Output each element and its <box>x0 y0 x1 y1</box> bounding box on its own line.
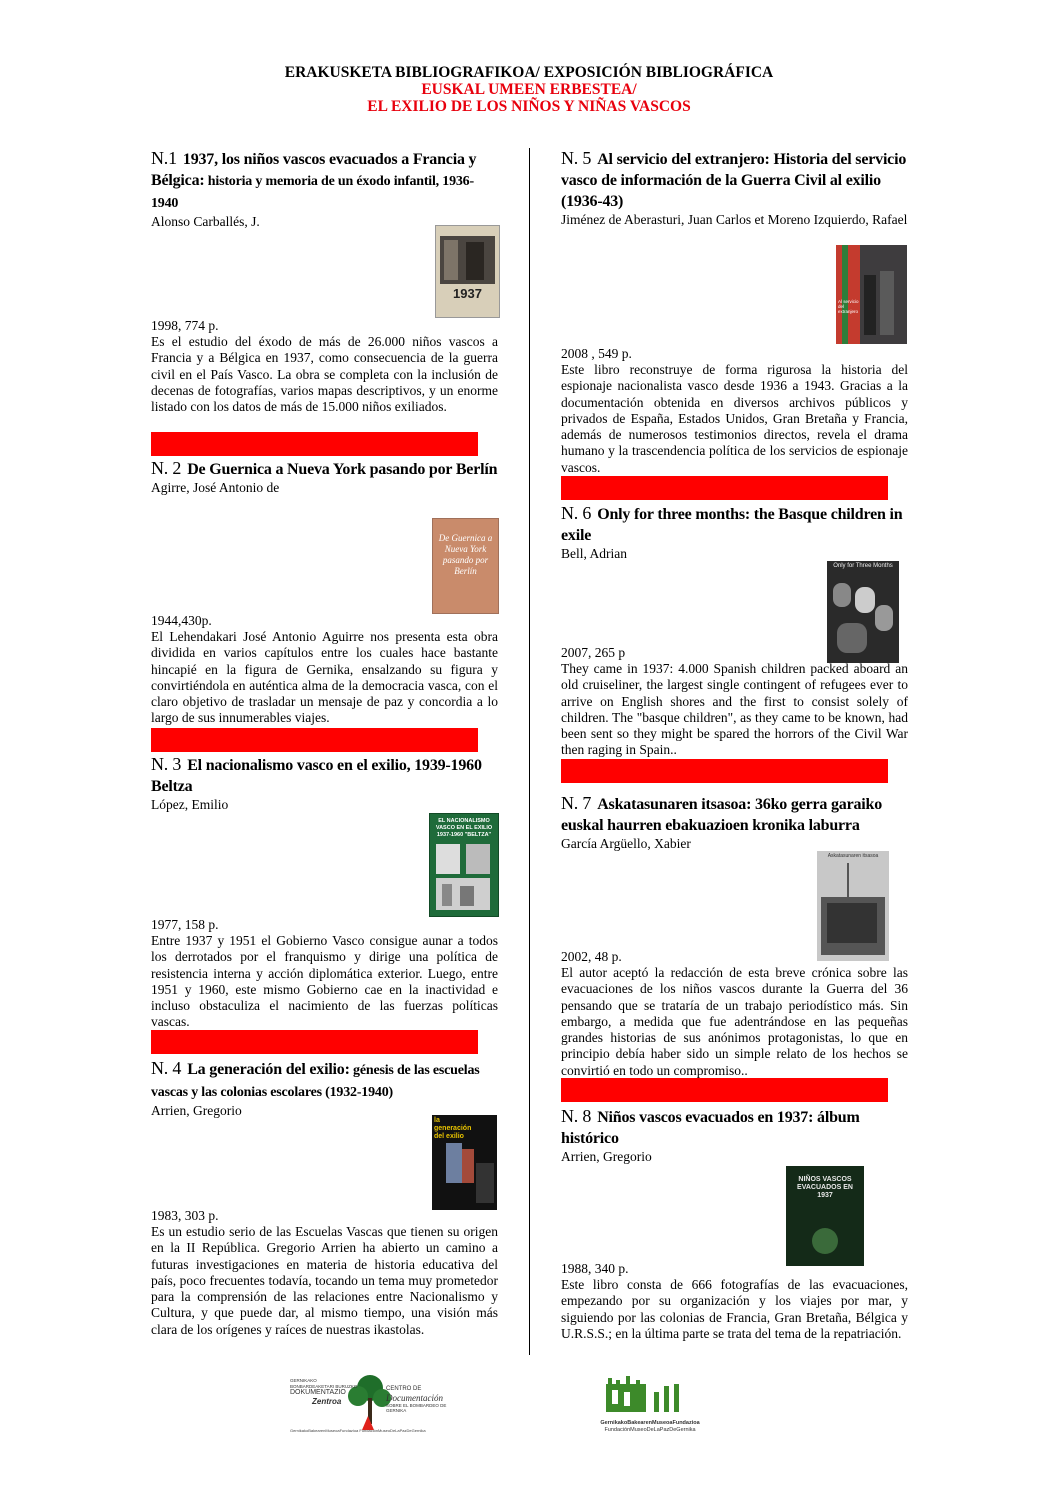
entry-title <box>561 793 908 836</box>
separator-bar <box>151 432 478 456</box>
book-cover-7 <box>817 851 889 961</box>
entry-number: N. 7 <box>561 793 592 813</box>
entry-title-main: El nacionalismo vasco en el exilio, 1939-1960 Beltza <box>151 757 482 795</box>
book-entry-6 <box>561 503 908 758</box>
book-entry-7 <box>561 793 908 1078</box>
entry-number: N. 3 <box>151 754 182 774</box>
cover-text: NIÑOS VASCOS EVACUADOS EN 1937 <box>797 1176 853 1199</box>
entry-author: Bell, Adrian <box>561 546 627 561</box>
book-entry-3 <box>151 754 498 1030</box>
book-entry-5 <box>561 148 908 475</box>
header-line-3: EL EXILIO DE LOS NIÑOS Y NIÑAS VASCOS <box>367 98 691 115</box>
peace-museum-logo <box>600 1374 700 1436</box>
header-line-2: EUSKAL UMEEN ERBESTEA/ <box>421 81 637 98</box>
entry-description: Es el estudio del éxodo de más de 26.000 niños vascos a Francia y a Bélgica en 1937, como consecuencia de la guerra civil en el País Vasco. La obra se completa con la inclusión de decenas de fotografías, varios mapas descriptivos, y un enorme listado con los datos de más de 15.000 niños exiliados. <box>151 334 498 415</box>
entry-title-main: Niños vascos evacuados en 1937: álbum histórico <box>561 1109 860 1147</box>
cover-text: De Guernica a Nueva York pasando por Berlín <box>438 533 493 576</box>
logo-text: GERNIKAKO <box>290 1378 317 1383</box>
entry-number: N. 6 <box>561 503 592 523</box>
entry-description: They came in 1937: 4.000 Spanish children packed aboard an old cruiseliner, the largest single contingent of refugees ever to arrive on English shores and the first to consist solely of children. The "basque children", as they came to be known, had been sent so they might be spared the horrors of the Civil War then raging in Spain.. <box>561 661 908 758</box>
column-divider <box>529 148 530 1355</box>
entry-title <box>151 148 498 214</box>
entry-author: López, Emilio <box>151 797 229 812</box>
entry-author: Agirre, José Antonio de <box>151 480 280 495</box>
logo-text: FundaciónMuseoDeLaPazDeGernika <box>604 1427 696 1433</box>
book-cover-8 <box>786 1166 864 1266</box>
entry-number: N. 2 <box>151 458 182 478</box>
entry-description: El autor aceptó la redacción de esta breve crónica sobre las evacuaciones de los niños vascos durante la Guerra del 36 pensando que se trataría de un trabajo periodístico más. Sin embargo, a medida que fue adentrándose en las pequeñas grandes historias de sus anónimos protagonistas, lo que en principio debía haber sido un simple relato de los hechos se convirtió en todo un compromiso.. <box>561 965 908 1078</box>
entry-title-main: De Guernica a Nueva York pasando por Berlín <box>187 461 498 478</box>
entry-description: Este libro consta de 666 fotografías de las evacuaciones, empezando por su organización y los viajes por mar, y siguiendo por las colonias de Francia, Gran Bretaña, Bélgica y U.R.S.S.; en la última parte se trata del tema de la repatriación. <box>561 1277 908 1341</box>
book-cover-1 <box>435 225 500 318</box>
book-cover-5 <box>836 245 907 344</box>
separator-bar <box>561 476 888 500</box>
entry-meta: 1998, 774 p. <box>151 318 219 333</box>
entry-title-main: Only for three months: the Basque children in exile <box>561 506 903 544</box>
entry-meta: 2008 , 549 p. <box>561 346 632 361</box>
book-cover-3 <box>429 813 499 917</box>
book-entry-1 <box>151 148 498 415</box>
entry-author: Arrien, Gregorio <box>561 1149 652 1164</box>
cover-text: Al servicio del extranjero <box>838 299 859 314</box>
entry-title <box>561 148 908 212</box>
cover-text: Only for Three Months <box>833 563 893 569</box>
entry-meta: 1988, 340 p. <box>561 1261 629 1276</box>
entry-title-main: Al servicio del extranjero: Historia del servicio vasco de información de la Guerra Civil al exilio (1936-43) <box>561 151 907 210</box>
separator-bar <box>561 759 888 783</box>
entry-description: Es un estudio serio de las Escuelas Vascas que tienen su origen en la II República. Gregorio Arrien ha abierto un camino a futuras investigaciones en materia de historia educativa del país, poco frecuentes todavía, tocando un tema muy prometedor para la comprensión de las relaciones entre Nacionalismo y Cultura, y que puede dar, al mismo tiempo, una visión más clara de los orígenes y raíces de nuestras ikastolas. <box>151 1224 498 1337</box>
entry-meta: 2007, 265 p <box>561 645 626 660</box>
cover-text: la generación del exilio <box>434 1117 472 1140</box>
entry-title-main: Askatasunaren itsasoa: 36ko gerra garaiko euskal haurren ebakuazioen kronika laburra <box>561 796 883 834</box>
entry-title <box>151 458 498 480</box>
entry-number: N. 8 <box>561 1106 592 1126</box>
entry-meta: 1944,430p. <box>151 613 212 628</box>
logo-text: GernikakoBakearenMuseoaFundazioa FundaciónMuseoDeLaPazDeGernika <box>290 1428 426 1433</box>
museum-logo-icon <box>600 1374 700 1418</box>
logo-text: BONBARDEAKETARI BURUZKO <box>290 1383 358 1389</box>
logo-text: SOBRE EL BOMBARDEO DE GERNIKA <box>386 1403 447 1413</box>
entry-author: Arrien, Gregorio <box>151 1103 242 1118</box>
separator-bar <box>561 1078 888 1102</box>
entry-author: Alonso Carballés, J. <box>151 214 260 229</box>
book-cover-4 <box>432 1115 497 1210</box>
entry-title-sub: historia y memoria de un éxodo infantil, 1936-1940 <box>151 174 474 211</box>
entry-author: Jiménez de Aberasturi, Juan Carlos et Moreno Izquierdo, Rafael <box>561 212 908 227</box>
book-cover-2 <box>432 518 499 614</box>
entry-meta: 2002, 48 p. <box>561 949 622 964</box>
cover-text: EL NACIONALISMO VASCO EN EL EXILIO 1937-1960 "BELTZA" <box>435 818 493 838</box>
book-entry-4 <box>151 1058 498 1337</box>
logo-text: DOKUMENTAZIO <box>290 1389 346 1396</box>
entry-title <box>561 503 908 546</box>
entry-meta: 1977, 158 p. <box>151 917 219 932</box>
entry-number: N.1 <box>151 148 177 168</box>
logo-text: CENTRO DE <box>386 1386 422 1392</box>
entry-description: Entre 1937 y 1951 el Gobierno Vasco consigue aunar a todos los derrotados por el franquismo y dirige una política de resistencia interna y acción diplomática exterior. Luego, entre 1951 y 1960, este mismo Gobierno cae en la inactividad e incluso obstaculiza el nacimiento de las fuerzas políticas vascas. <box>151 933 498 1030</box>
cover-text: 1937 <box>453 286 482 301</box>
entry-number: N. 5 <box>561 148 592 168</box>
page-header <box>0 64 1058 115</box>
entry-number: N. 4 <box>151 1058 182 1078</box>
header-line-1: ERAKUSKETA BIBLIOGRAFIKOA/ EXPOSICIÓN BIBLIOGRÁFICA <box>284 64 774 81</box>
entry-description: El Lehendakari José Antonio Aguirre nos presenta esta obra dividida en varios capítulos entre los cuales hace bastante hincapié en la figura de Gernika, ensalzando su figura y convirtiéndola en auténtica alma de la democracia vasca, con el claro objetivo de trasladar un mensaje de paz y concordia a lo largo de sus innumerables viajes. <box>151 629 498 726</box>
separator-bar <box>151 728 478 752</box>
entry-title-main: 1937, los niños vascos evacuados a Francia y Bélgica: <box>151 151 477 189</box>
entry-title <box>151 1058 498 1103</box>
logo-text: Zentroa <box>312 1397 342 1406</box>
entry-title <box>561 1106 908 1149</box>
logo-text: Documentación <box>386 1393 443 1403</box>
documentation-center-logo <box>290 1372 460 1436</box>
cover-text: Askatasunaren itsasoa <box>827 853 879 859</box>
entry-title-main: La generación del exilio: <box>187 1061 350 1078</box>
book-cover-6 <box>827 561 899 663</box>
entry-author: García Argüello, Xabier <box>561 836 691 851</box>
entry-title-sub: génesis de las escuelas vascas y las colonias escolares (1932-1940) <box>151 1063 480 1100</box>
entry-description: Este libro reconstruye de forma rigurosa la historia del espionaje nacionalista vasco desde 1936 a 1943. Gracias a la documentación obtenida en diversos archivos públicos y privados de España, Estados Unidos, Gran Bretaña y Francia, además de numerosos testimonios directos, revela el drama humano y la trascendencia política de los servicios de espionaje vascos. <box>561 362 908 475</box>
book-entry-8 <box>561 1106 908 1341</box>
book-entry-2 <box>151 458 498 726</box>
entry-title <box>151 754 498 797</box>
logo-text: GernikakoBakearenMuseoaFundazioa <box>600 1420 700 1426</box>
entry-meta: 1983, 303 p. <box>151 1208 219 1223</box>
separator-bar <box>151 1030 478 1054</box>
